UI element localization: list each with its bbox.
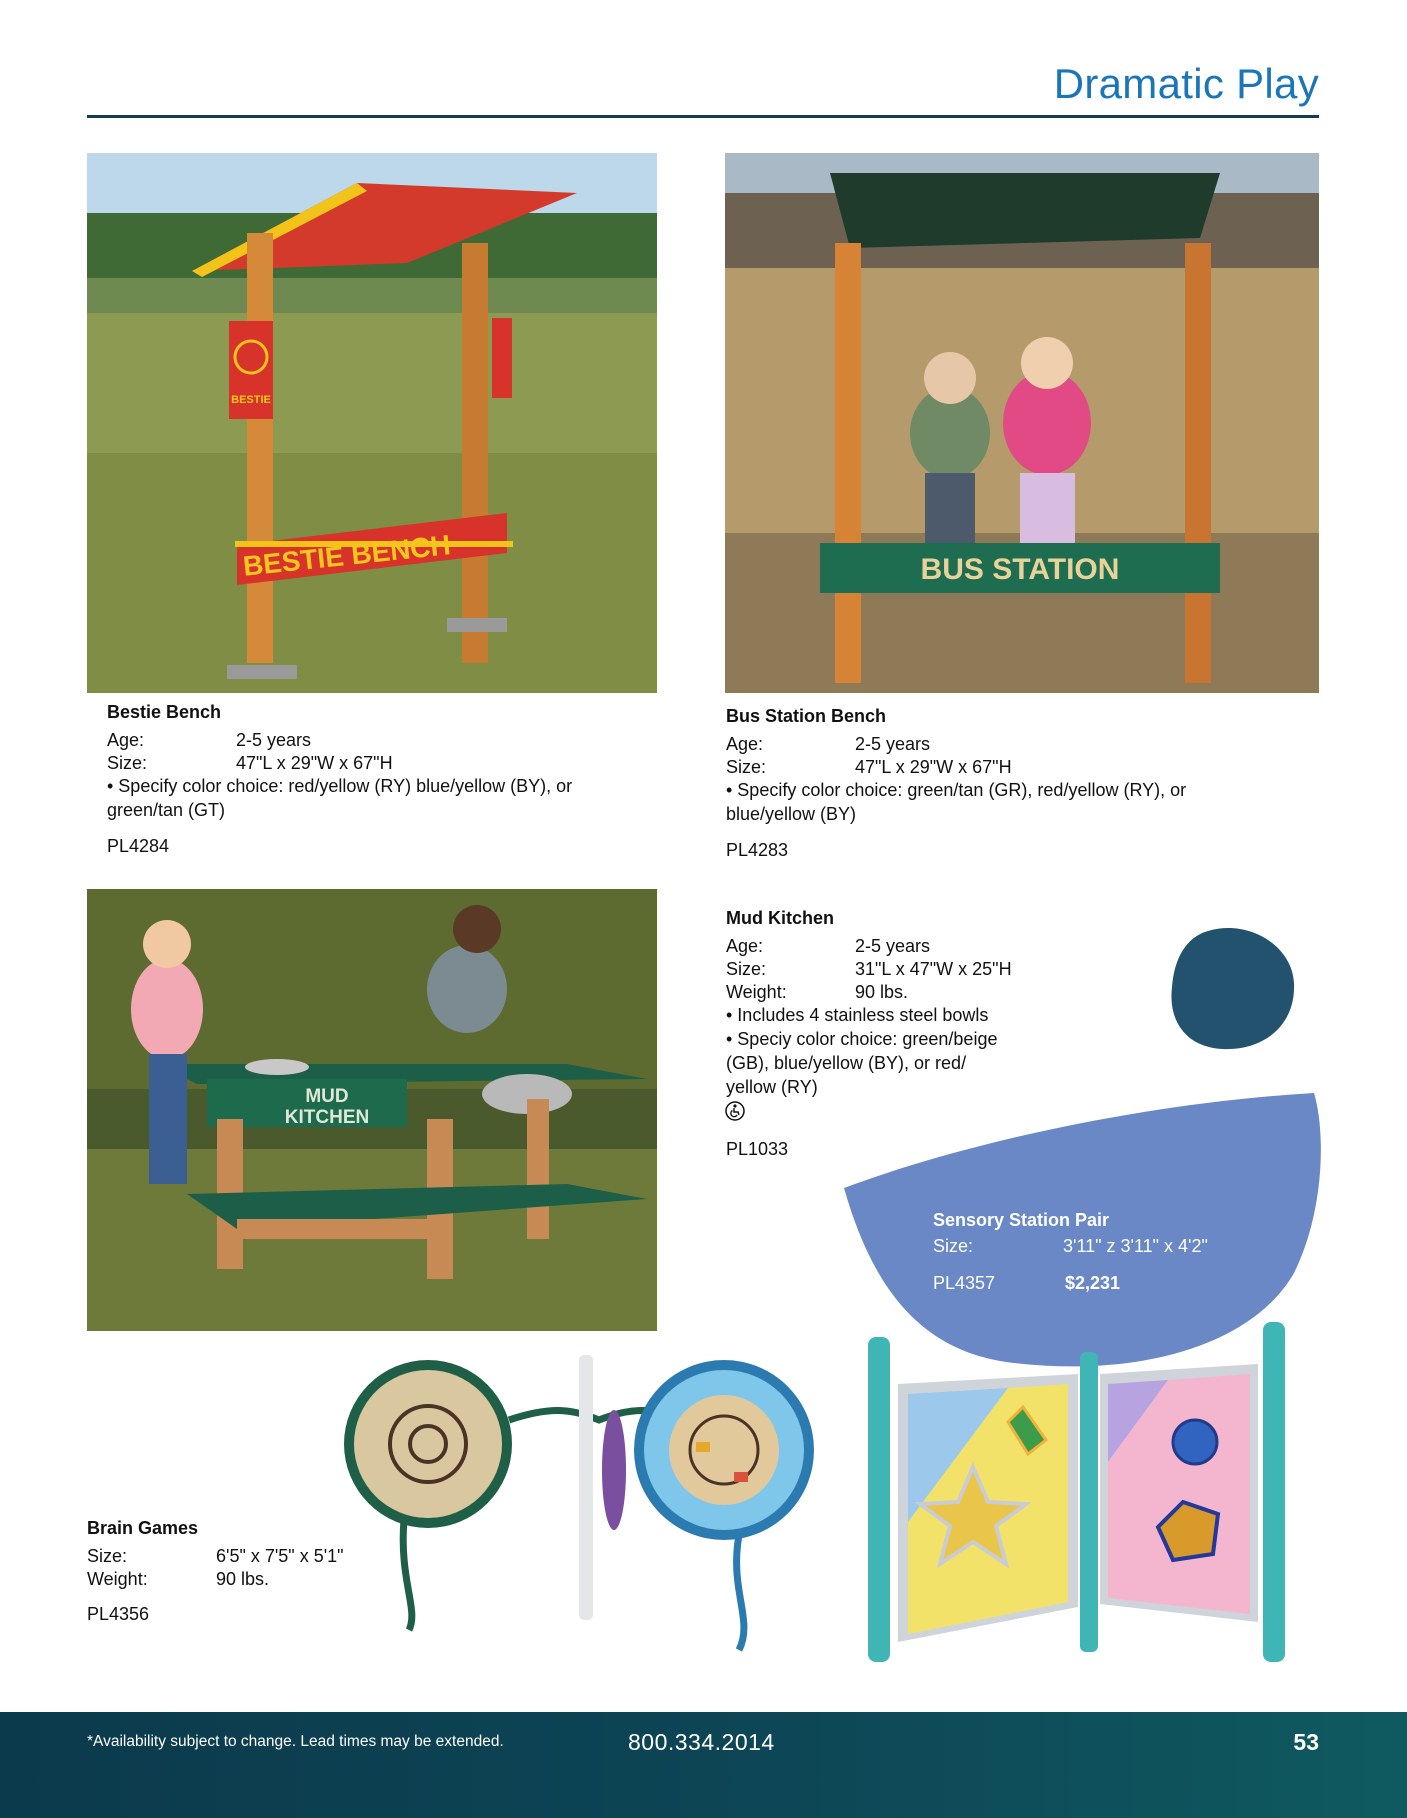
brain-product-code: PL4356 <box>87 1604 150 1624</box>
bestie-size-value: 47"L x 29"W x 67"H <box>236 753 393 773</box>
bestie-note-line-2: green/tan (GT) <box>107 800 226 820</box>
mud-age-value: 2-5 years <box>855 936 931 956</box>
section-title: Dramatic Play <box>1053 60 1319 107</box>
bus-station-bench-name: Bus Station Bench <box>726 706 887 726</box>
footer-availability-note: *Availability subject to change. Lead times may be extended. <box>87 1733 504 1750</box>
sensory-size-label: Size: <box>933 1236 974 1256</box>
page-number: 53 <box>1293 1729 1319 1755</box>
footer-bar <box>0 1712 1407 1818</box>
bestie-bench-photo <box>87 153 657 693</box>
mud-size-value: 31"L x 47"W x 25"H <box>855 959 1012 979</box>
mud-note-line-2: • Speciy color choice: green/beige <box>726 1029 998 1049</box>
bestie-age-label: Age: <box>107 730 145 750</box>
sensory-product-code: PL4357 <box>933 1273 996 1293</box>
mud-size-label: Size: <box>726 959 767 979</box>
brain-games-illustration <box>344 1350 814 1672</box>
mud-sign-line-1: MUD <box>305 1086 349 1107</box>
mud-age-label: Age: <box>726 936 764 956</box>
bus-size-value: 47"L x 29"W x 67"H <box>855 757 1012 777</box>
sensory-price: $2,231 <box>1065 1273 1121 1293</box>
mud-note-line-1: • Includes 4 stainless steel bowls <box>726 1005 989 1025</box>
mud-note-line-3: (GB), blue/yellow (BY), or red/ <box>726 1053 967 1073</box>
wheelchair-accessible-icon <box>725 1101 745 1121</box>
bus-note-line-2: blue/yellow (BY) <box>726 804 857 824</box>
mud-weight-value: 90 lbs. <box>855 982 909 1002</box>
bus-size-label: Size: <box>726 757 767 777</box>
bestie-age-value: 2-5 years <box>236 730 312 750</box>
brain-weight-value: 90 lbs. <box>216 1569 270 1589</box>
bestie-product-code: PL4284 <box>107 836 170 856</box>
mud-product-code: PL1033 <box>726 1139 789 1159</box>
mud-note-line-4: yellow (RY) <box>726 1077 818 1097</box>
bus-age-label: Age: <box>726 734 764 754</box>
bestie-note-line-1: • Specify color choice: red/yellow (RY) blue/yellow (BY), or <box>107 776 573 796</box>
sensory-station-name: Sensory Station Pair <box>933 1210 1110 1230</box>
footer-phone-number: 800.334.2014 <box>628 1729 775 1755</box>
navy-blob-decoration <box>1168 925 1296 1055</box>
sensory-station-illustration <box>868 1322 1298 1672</box>
brain-games-name: Brain Games <box>87 1518 199 1538</box>
bestie-bench-name: Bestie Bench <box>107 702 222 722</box>
mud-weight-label: Weight: <box>726 982 787 1002</box>
bus-sign-text: BUS STATION <box>920 553 1120 586</box>
mud-kitchen-photo <box>87 889 657 1331</box>
title-divider <box>87 115 1319 118</box>
bestie-side-sign-text: BESTIE <box>231 394 271 406</box>
bus-age-value: 2-5 years <box>855 734 931 754</box>
bus-station-bench-photo <box>725 153 1319 693</box>
bestie-size-label: Size: <box>107 753 148 773</box>
bus-product-code: PL4283 <box>726 840 789 860</box>
sensory-size-value: 3'11" z 3'11" x 4'2" <box>1063 1236 1208 1256</box>
brain-size-value: 6'5" x 7'5" x 5'1" <box>216 1546 344 1566</box>
mud-kitchen-name: Mud Kitchen <box>726 908 834 928</box>
brain-size-label: Size: <box>87 1546 128 1566</box>
bus-note-line-1: • Specify color choice: green/tan (GR), red/yellow (RY), or <box>726 780 1187 800</box>
brain-weight-label: Weight: <box>87 1569 148 1589</box>
mud-sign-line-2: KITCHEN <box>284 1107 370 1128</box>
bestie-sign-text: BESTIE BENCH <box>241 529 453 582</box>
